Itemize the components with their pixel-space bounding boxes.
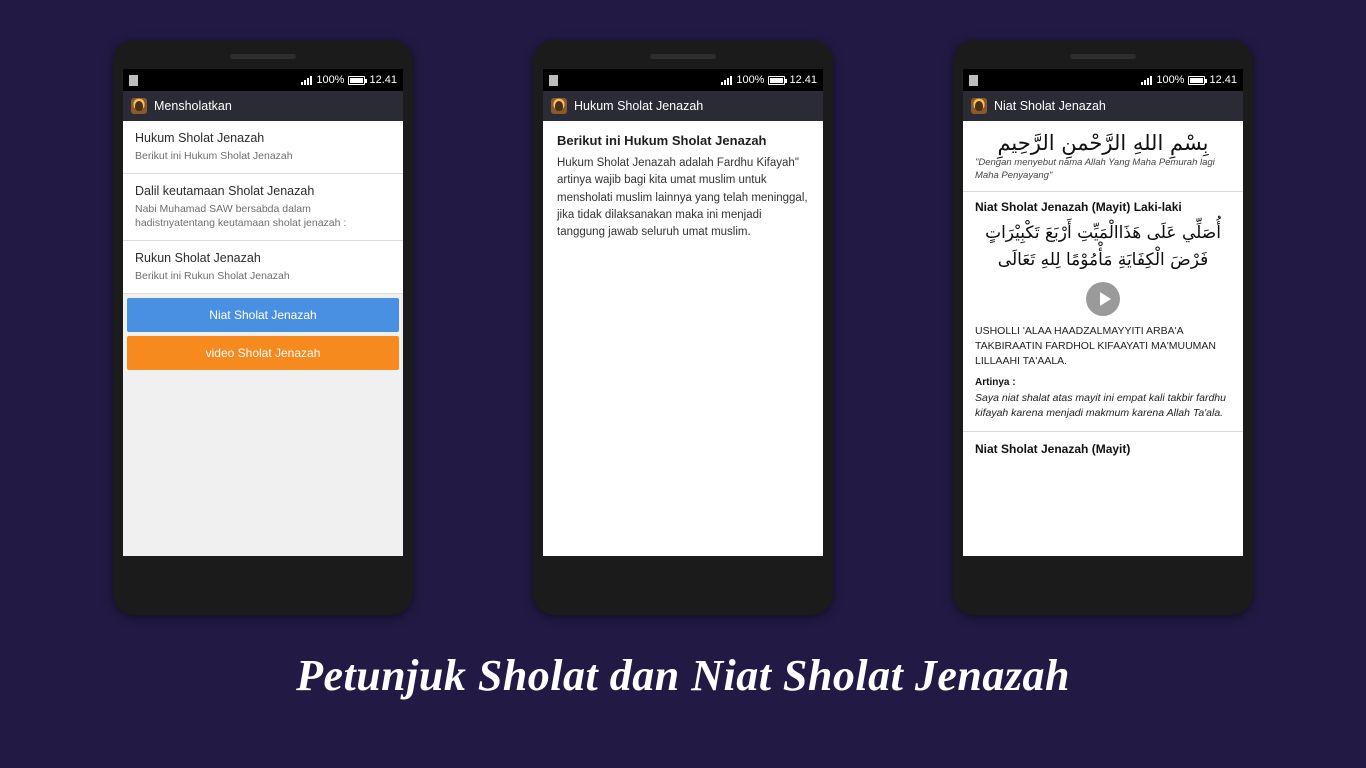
sim-card-icon	[129, 75, 138, 86]
niat-section-laki-laki	[963, 191, 1243, 431]
phone-mockup-1	[113, 40, 413, 615]
signal-bars-icon	[301, 75, 312, 85]
battery-percent-label: 100%	[316, 74, 345, 86]
section-heading-mayit: Niat Sholat Jenazah (Mayit)	[963, 431, 1243, 466]
section-arabic-text: أُصَلِّي عَلَى هَذَاالْمَيِّتِ أَرْبَعَ تَكْبِيْرَاتٍ فَرْضَ الْكِفَايَةِ مَأْمُوْمًا لِلهِ تَعَالَى	[985, 222, 1221, 270]
basmalah-arabic: بِسْمِ اللهِ الرَّحْمنِ الرَّحِيمِ	[997, 131, 1209, 155]
list-item-title: Dalil keutamaan Sholat Jenazah	[135, 184, 315, 199]
status-clock: 12.41	[789, 74, 817, 86]
app-bar-1	[123, 91, 403, 121]
phone-speaker-grille	[650, 54, 716, 59]
phone-mockups-row	[0, 40, 1366, 615]
battery-full-icon	[348, 76, 365, 85]
phone-screen-3	[963, 69, 1243, 556]
article-content	[543, 121, 823, 253]
battery-full-icon	[1188, 76, 1205, 85]
phone-screen-2	[543, 69, 823, 556]
menu-list	[123, 121, 403, 556]
phone-mockup-2	[533, 40, 833, 615]
app-bar-2	[543, 91, 823, 121]
app-logo-icon	[551, 98, 567, 114]
article-heading: Berikut ini Hukum Sholat Jenazah	[557, 133, 767, 148]
section-transliteration: USHOLLI 'ALAA HAADZALMAYYITI ARBA'A TAKBIRAATIN FARDHOL KIFAAYATI MA'MUUMAN LILLAAHI TA'AALA.	[975, 325, 1217, 368]
app-bar-title-3: Niat Sholat Jenazah	[994, 99, 1106, 113]
play-audio-icon[interactable]	[1086, 282, 1120, 316]
battery-full-icon	[768, 76, 785, 85]
niat-sholat-jenazah-button[interactable]: Niat Sholat Jenazah	[127, 298, 399, 332]
app-logo-icon	[971, 98, 987, 114]
status-clock: 12.41	[369, 74, 397, 86]
list-item-title: Rukun Sholat Jenazah	[135, 251, 261, 266]
status-bar	[963, 69, 1243, 91]
app-bar-title-2: Hukum Sholat Jenazah	[574, 99, 704, 113]
phone-speaker-grille	[230, 54, 296, 59]
page-title: Petunjuk Sholat dan Niat Sholat Jenazah	[296, 651, 1070, 700]
list-item-title: Hukum Sholat Jenazah	[135, 131, 265, 145]
app-bar-title-1: Mensholatkan	[154, 99, 232, 113]
status-bar	[543, 69, 823, 91]
article-body: Hukum Sholat Jenazah adalah Fardhu Kifayah" artinya wajib bagi kita umat muslim untuk mensholati muslim lainnya yang telah meninggal, jika tidak dilaksanakan maka ini menjadi tanggung jawab seluruh umat muslim.	[557, 157, 808, 238]
list-item-subtitle: Nabi Muhamad SAW bersabda dalam hadistnyatentang keutamaan sholat jenazah :	[135, 202, 347, 230]
artinya-label: Artinya :	[975, 376, 1016, 388]
sim-card-icon	[969, 75, 978, 86]
section-translation: Saya niat shalat atas mayit ini empat kali takbir fardhu kifayah karena menjadi makmum karena Allah Ta'ala.	[975, 391, 1226, 419]
battery-percent-label: 100%	[1156, 74, 1185, 86]
list-item-subtitle: Berikut ini Hukum Sholat Jenazah	[135, 149, 293, 162]
list-item-subtitle: Berikut ini Rukun Sholat Jenazah	[135, 270, 290, 283]
list-item-dalil[interactable]	[123, 174, 403, 241]
app-bar-3	[963, 91, 1243, 121]
list-item-rukun[interactable]	[123, 241, 403, 294]
section-heading: Niat Sholat Jenazah (Mayit) Laki-laki	[975, 199, 1182, 214]
battery-percent-label: 100%	[736, 74, 765, 86]
sim-card-icon	[549, 75, 558, 86]
phone-mockup-3	[953, 40, 1253, 615]
basmalah-translation: "Dengan menyebut nama Allah Yang Maha Pemurah lagi Maha Penyayang"	[975, 157, 1215, 181]
status-bar	[123, 69, 403, 91]
phone-screen-1	[123, 69, 403, 556]
list-item-hukum[interactable]	[123, 121, 403, 174]
niat-content	[963, 121, 1243, 466]
video-sholat-jenazah-button[interactable]: video Sholat Jenazah	[127, 336, 399, 370]
signal-bars-icon	[1141, 75, 1152, 85]
status-clock: 12.41	[1209, 74, 1237, 86]
phone-speaker-grille	[1070, 54, 1136, 59]
signal-bars-icon	[721, 75, 732, 85]
app-logo-icon	[131, 98, 147, 114]
